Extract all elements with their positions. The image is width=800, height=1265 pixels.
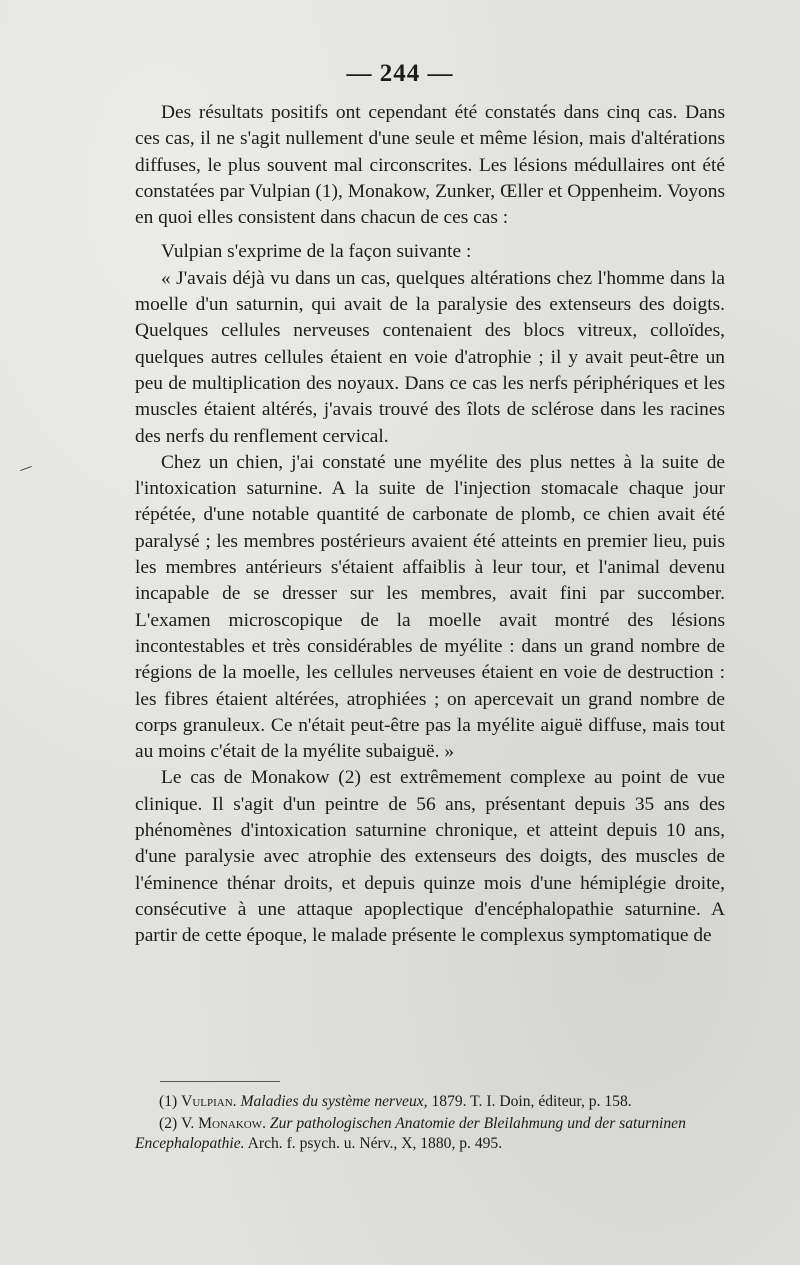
- footnote-marker: (1): [159, 1093, 178, 1110]
- footnote-author: Vulpian.: [181, 1093, 237, 1110]
- footnote-rule: [160, 1081, 280, 1082]
- body-text: [135, 100, 725, 950]
- footnotes: [135, 1092, 725, 1156]
- footnote-author: V. Monakow.: [181, 1115, 267, 1132]
- footnote-title: Maladies du système nerveux,: [240, 1093, 428, 1110]
- paragraph-results: Des résultats positifs ont cependant été constatés dans cinq cas. Dans ces cas, il ne s'agit nullement d'une seule et même lésion, mais d'altérations diffuses, le plus souvent mal circonscrites. Les lésions médullaires ont été constatées par Vulpian (1), Monakow, Zunker, Œller et Oppenheim. Voyons en quoi elles consistent dans chacun de ces cas :: [135, 102, 725, 229]
- margin-pencil-mark: [20, 466, 32, 471]
- paragraph-vulpian-intro: Vulpian s'exprime de la façon suivante :: [161, 241, 472, 263]
- footnote-marker: (2): [159, 1115, 178, 1132]
- page-number: — 244 —: [346, 60, 454, 87]
- footnote-reference: 1879. T. I. Doin, éditeur, p. 158.: [431, 1093, 632, 1110]
- paragraph-monakow: Le cas de Monakow (2) est extrêmement complexe au point de vue clinique. Il s'agit d'un peintre de 56 ans, présentant depuis 35 ans des phénomènes d'intoxication saturnine chronique, et atteint depuis 10 ans, d'une paralysie avec atrophie des extenseurs des doigts, des muscles de l'éminence thénar droits, et depuis quinze mois d'une hémiplégie droite, consécutive à une attaque apoplectique d'encéphalopathie saturnine. A partir de cette époque, le malade présente le complexus symptomatique de: [135, 767, 725, 947]
- footnote-title: Zur pathologischen Anatomie der Bleilahmung und der saturninen Encephalopathie.: [135, 1115, 686, 1152]
- footnote-2: [135, 1114, 725, 1154]
- footnote-1: [135, 1092, 725, 1112]
- paragraph-vulpian-quote-2: Chez un chien, j'ai constaté une myélite des plus nettes à la suite de l'intoxication saturnine. A la suite de l'injection stomacale chaque jour répétée, d'une notable quantité de carbonate de plomb, ce chien avait été paralysé ; les membres postérieurs avaient été atteints en premier lieu, puis les membres antérieurs s'étaient affaiblis à leur tour, et l'animal devenu incapable de se dresser sur les membres, avait fini par succomber. L'examen microscopique de la moelle avait montré des lésions incontestables et très considérables de myélite : dans un grand nombre de régions de la moelle, les cellules nerveuses étaient en voie de destruction : les fibres étaient altérées, atrophiées ; on apercevait un grand nombre de corps granuleux. Ce n'était peut-être pas la myélite aiguë diffuse, mais tout au moins c'était de la myélite subaiguë. »: [135, 451, 725, 763]
- footnote-reference: Arch. f. psych. u. Nérv., X, 1880, p. 495.: [247, 1135, 503, 1152]
- paragraph-vulpian-quote-1: « J'avais déjà vu dans un cas, quelques altérations chez l'homme dans la moelle d'un saturnin, qui avait de la paralysie des extenseurs des doigts. Quelques cellules nerveuses contenaient des blocs vitreux, colloïdes, quelques autres cellules étaient en voie d'atrophie ; il y avait peut-être un peu de multiplication des noyaux. Dans ce cas les nerfs périphériques et les muscles étaient altérés, j'avais trouvé des îlots de sclérose dans les racines des nerfs du renflement cervical.: [135, 267, 725, 447]
